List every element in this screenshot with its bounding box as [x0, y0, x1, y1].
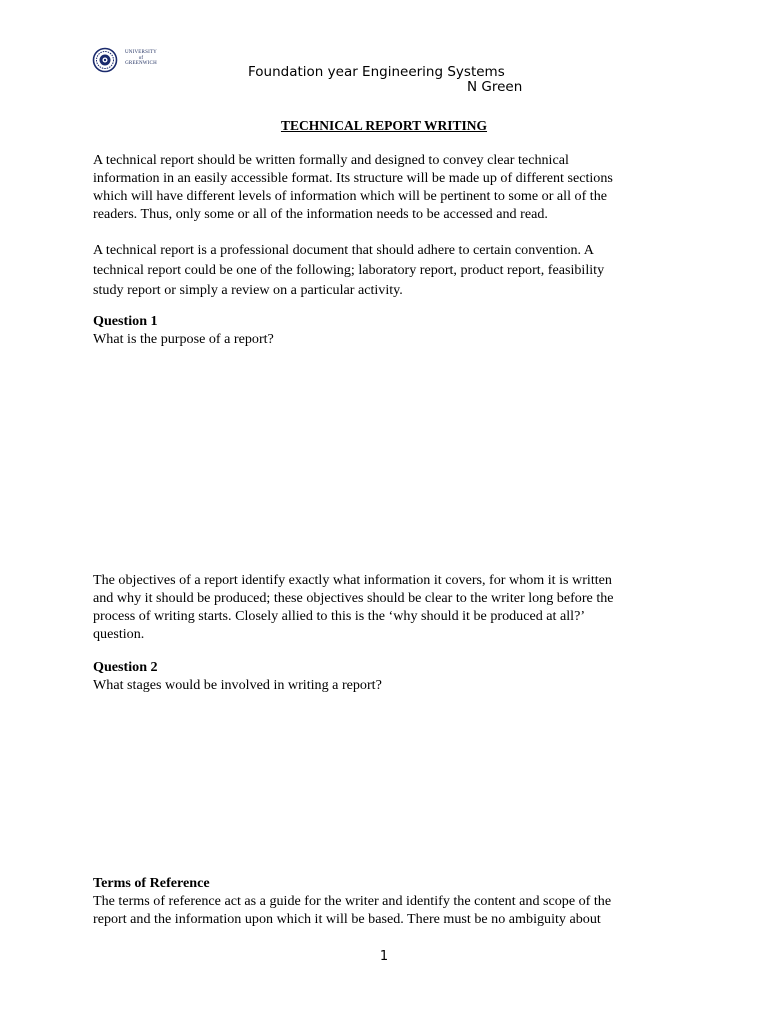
- logo-line-1: UNIVERSITY: [125, 50, 157, 55]
- intro-paragraph-2: [93, 240, 673, 300]
- text-line: The terms of reference act as a guide for the writer and identify the content and scope of the: [93, 893, 612, 909]
- university-seal-icon: [92, 44, 118, 76]
- logo-line-3: GREENWICH: [125, 61, 157, 67]
- question-1-heading: Question 1: [93, 313, 158, 329]
- text-line: process of writing starts. Closely allied to this is the ‘why should it be produced at all?’: [93, 608, 586, 624]
- logo-line-2: of: [138, 55, 144, 61]
- page-number: 1: [379, 949, 389, 964]
- question-1-text: What is the purpose of a report?: [93, 331, 274, 347]
- text-line: The objectives of a report identify exactly what information it covers, for whom it is written: [93, 572, 612, 588]
- terms-of-reference-paragraph: [93, 892, 673, 928]
- text-line: report and the information upon which it will be based. There must be no ambiguity about: [93, 911, 601, 927]
- text-line: study report or simply a review on a particular activity.: [93, 282, 403, 298]
- question-2-heading: Question 2: [93, 659, 158, 675]
- document-title: TECHNICAL REPORT WRITING: [280, 118, 488, 133]
- author-name: N Green: [467, 79, 523, 95]
- text-line: and why it should be produced; these objectives should be clear to the writer long before the: [93, 590, 614, 606]
- text-line: technical report could be one of the following; laboratory report, product report, feasibility: [93, 262, 605, 278]
- question-2-text: What stages would be involved in writing a report?: [93, 677, 382, 693]
- text-line: A technical report is a professional document that should adhere to certain convention. A: [93, 242, 594, 258]
- logo-wordmark: [119, 50, 163, 67]
- objectives-paragraph: [93, 571, 673, 643]
- text-line: A technical report should be written formally and designed to convey clear technical: [93, 152, 569, 168]
- course-title: Foundation year Engineering Systems: [248, 64, 505, 80]
- text-line: information in an easily accessible format. Its structure will be made up of different sections: [93, 170, 613, 186]
- intro-paragraph-1: [93, 151, 673, 223]
- university-logo: [92, 44, 162, 76]
- text-line: question.: [93, 626, 145, 642]
- text-line: readers. Thus, only some or all of the information needs to be accessed and read.: [93, 206, 548, 222]
- text-line: which will have different levels of information which will be pertinent to some or all of the: [93, 188, 608, 204]
- terms-of-reference-heading: Terms of Reference: [93, 875, 210, 891]
